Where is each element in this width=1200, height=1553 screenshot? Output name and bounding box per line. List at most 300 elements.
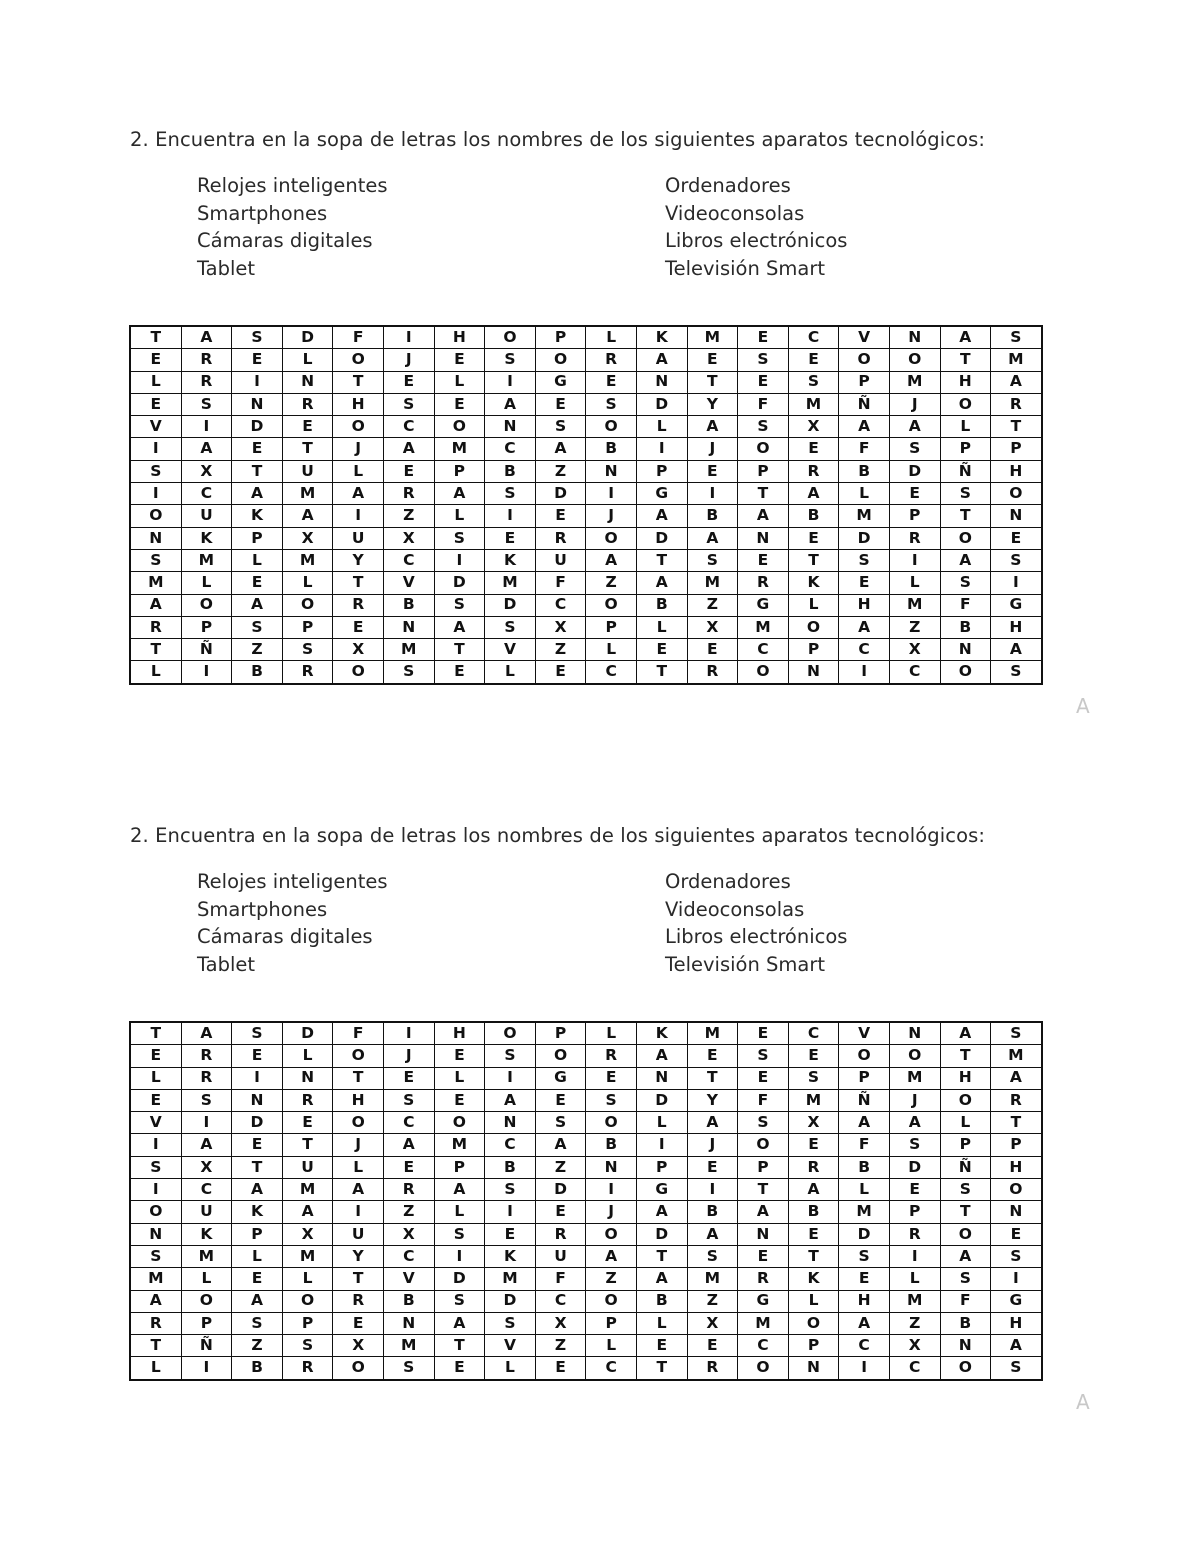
grid-row xyxy=(130,572,1042,594)
grid-cell: I xyxy=(485,505,536,527)
grid-cell: H xyxy=(839,1290,890,1312)
grid-cell: A xyxy=(687,416,738,438)
grid-cell: T xyxy=(232,460,283,482)
grid-cell: T xyxy=(991,1112,1042,1134)
grid-row xyxy=(130,1067,1042,1089)
grid-cell: I xyxy=(383,1022,434,1045)
grid-cell: L xyxy=(130,1357,181,1380)
grid-cell: T xyxy=(940,349,991,371)
grid-cell: S xyxy=(940,1268,991,1290)
grid-cell: O xyxy=(434,416,485,438)
grid-row xyxy=(130,1201,1042,1223)
grid-row xyxy=(130,1290,1042,1312)
grid-cell: D xyxy=(839,1223,890,1245)
grid-cell: P xyxy=(586,616,637,638)
grid-cell: S xyxy=(738,416,789,438)
grid-cell: A xyxy=(889,1112,940,1134)
grid-cell: R xyxy=(181,1045,232,1067)
grid-cell: D xyxy=(535,483,586,505)
grid-cell: R xyxy=(535,1223,586,1245)
grid-cell: N xyxy=(889,326,940,349)
grid-cell: R xyxy=(586,1045,637,1067)
grid-cell: S xyxy=(788,1067,839,1089)
grid-cell: M xyxy=(434,1134,485,1156)
grid-cell: U xyxy=(282,460,333,482)
grid-cell: S xyxy=(991,1245,1042,1267)
grid-cell: T xyxy=(738,483,789,505)
grid-cell: F xyxy=(738,393,789,415)
grid-cell: L xyxy=(282,349,333,371)
grid-cell: S xyxy=(991,1022,1042,1045)
grid-cell: N xyxy=(940,639,991,661)
grid-cell: O xyxy=(333,349,384,371)
grid-cell: T xyxy=(687,1067,738,1089)
grid-cell: L xyxy=(940,1112,991,1134)
grid-cell: B xyxy=(940,1312,991,1334)
grid-cell: H xyxy=(940,1067,991,1089)
grid-cell: E xyxy=(687,1335,738,1357)
grid-cell: M xyxy=(434,438,485,460)
grid-cell: E xyxy=(991,527,1042,549)
grid-cell: D xyxy=(232,1112,283,1134)
grid-cell: E xyxy=(434,393,485,415)
grid-cell: H xyxy=(991,616,1042,638)
grid-cell: N xyxy=(586,1156,637,1178)
grid-cell: L xyxy=(839,483,890,505)
grid-cell: X xyxy=(535,1312,586,1334)
grid-cell: S xyxy=(130,460,181,482)
grid-cell: E xyxy=(687,1156,738,1178)
grid-cell: P xyxy=(232,527,283,549)
grid-row xyxy=(130,1134,1042,1156)
grid-cell: P xyxy=(991,438,1042,460)
grid-cell: X xyxy=(181,1156,232,1178)
margin-mark: A xyxy=(1076,694,1090,718)
grid-cell: R xyxy=(788,1156,839,1178)
grid-cell: A xyxy=(181,326,232,349)
grid-cell: C xyxy=(181,1179,232,1201)
grid-cell: I xyxy=(991,572,1042,594)
grid-cell: L xyxy=(232,1245,283,1267)
grid-cell: S xyxy=(232,616,283,638)
grid-cell: R xyxy=(586,349,637,371)
grid-cell: Z xyxy=(687,1290,738,1312)
grid-cell: N xyxy=(282,371,333,393)
grid-cell: C xyxy=(788,1022,839,1045)
word-list-item: Ordenadores xyxy=(665,174,791,197)
grid-cell: E xyxy=(232,572,283,594)
grid-cell: E xyxy=(434,661,485,684)
grid-cell: G xyxy=(535,1067,586,1089)
instruction-text: 2. Encuentra en la sopa de letras los nombres de los siguientes aparatos tecnológicos: xyxy=(130,128,986,151)
grid-cell: G xyxy=(738,594,789,616)
grid-cell: X xyxy=(282,1223,333,1245)
grid-cell: C xyxy=(586,1357,637,1380)
grid-cell: F xyxy=(839,1134,890,1156)
grid-cell: K xyxy=(485,1245,536,1267)
grid-cell: F xyxy=(839,438,890,460)
grid-cell: E xyxy=(839,1268,890,1290)
grid-cell: R xyxy=(889,1223,940,1245)
grid-cell: Ñ xyxy=(839,393,890,415)
grid-cell: R xyxy=(991,1089,1042,1111)
grid-cell: R xyxy=(788,460,839,482)
word-list-left xyxy=(197,172,388,282)
grid-cell: I xyxy=(636,438,687,460)
grid-cell: U xyxy=(333,1223,384,1245)
grid-cell: X xyxy=(889,639,940,661)
grid-cell: M xyxy=(687,1022,738,1045)
grid-cell: N xyxy=(991,1201,1042,1223)
grid-cell: B xyxy=(383,1290,434,1312)
grid-row xyxy=(130,1312,1042,1334)
grid-cell: D xyxy=(636,1223,687,1245)
grid-cell: A xyxy=(991,1335,1042,1357)
grid-cell: E xyxy=(485,1223,536,1245)
grid-cell: B xyxy=(485,460,536,482)
grid-cell: R xyxy=(282,393,333,415)
grid-cell: A xyxy=(333,483,384,505)
grid-cell: I xyxy=(383,326,434,349)
grid-cell: E xyxy=(788,349,839,371)
grid-cell: S xyxy=(940,1179,991,1201)
grid-cell: M xyxy=(282,1179,333,1201)
grid-cell: R xyxy=(282,661,333,684)
grid-row xyxy=(130,483,1042,505)
grid-cell: L xyxy=(434,1201,485,1223)
grid-cell: Ñ xyxy=(940,460,991,482)
grid-cell: E xyxy=(535,1201,586,1223)
grid-cell: M xyxy=(889,371,940,393)
grid-row xyxy=(130,549,1042,571)
grid-row xyxy=(130,1357,1042,1380)
grid-cell: D xyxy=(889,460,940,482)
grid-cell: L xyxy=(333,460,384,482)
grid-cell: B xyxy=(839,1156,890,1178)
grid-cell: Ñ xyxy=(940,1156,991,1178)
word-list-item: Relojes inteligentes xyxy=(197,174,388,197)
grid-cell: C xyxy=(839,1335,890,1357)
grid-cell: Z xyxy=(232,639,283,661)
grid-cell: I xyxy=(687,483,738,505)
grid-cell: O xyxy=(181,594,232,616)
grid-cell: I xyxy=(333,1201,384,1223)
grid-cell: G xyxy=(636,483,687,505)
grid-cell: I xyxy=(485,1201,536,1223)
grid-cell: L xyxy=(788,1290,839,1312)
grid-cell: O xyxy=(586,1112,637,1134)
grid-cell: N xyxy=(940,1335,991,1357)
grid-cell: O xyxy=(130,1201,181,1223)
word-list-left xyxy=(197,868,388,978)
grid-cell: M xyxy=(130,1268,181,1290)
grid-cell: S xyxy=(485,349,536,371)
grid-cell: P xyxy=(181,616,232,638)
grid-cell: E xyxy=(232,438,283,460)
grid-cell: R xyxy=(130,1312,181,1334)
grid-row xyxy=(130,393,1042,415)
grid-cell: B xyxy=(687,505,738,527)
grid-cell: T xyxy=(434,1335,485,1357)
grid-cell: A xyxy=(940,1022,991,1045)
grid-cell: I xyxy=(586,1179,637,1201)
grid-cell: N xyxy=(738,1223,789,1245)
grid-cell: E xyxy=(333,1312,384,1334)
grid-cell: F xyxy=(535,1268,586,1290)
grid-cell: A xyxy=(383,438,434,460)
grid-cell: I xyxy=(130,438,181,460)
grid-cell: S xyxy=(383,1089,434,1111)
grid-cell: F xyxy=(333,1022,384,1045)
grid-cell: D xyxy=(636,393,687,415)
grid-cell: A xyxy=(839,416,890,438)
grid-cell: O xyxy=(333,1045,384,1067)
grid-cell: E xyxy=(535,393,586,415)
word-list-item: Smartphones xyxy=(197,897,328,921)
grid-cell: A xyxy=(434,1179,485,1201)
grid-cell: A xyxy=(232,1290,283,1312)
grid-cell: G xyxy=(535,371,586,393)
grid-cell: M xyxy=(383,639,434,661)
grid-cell: P xyxy=(889,505,940,527)
grid-cell: B xyxy=(232,661,283,684)
grid-cell: S xyxy=(130,1156,181,1178)
grid-cell: E xyxy=(232,349,283,371)
grid-cell: K xyxy=(636,326,687,349)
grid-cell: A xyxy=(434,483,485,505)
grid-cell: E xyxy=(687,1045,738,1067)
grid-cell: A xyxy=(636,572,687,594)
grid-cell: O xyxy=(282,594,333,616)
word-list-right xyxy=(665,868,847,978)
grid-cell: S xyxy=(991,549,1042,571)
grid-cell: A xyxy=(991,639,1042,661)
grid-cell: E xyxy=(738,326,789,349)
grid-cell: O xyxy=(889,349,940,371)
grid-row xyxy=(130,1268,1042,1290)
grid-cell: Y xyxy=(333,1245,384,1267)
grid-cell: A xyxy=(282,1201,333,1223)
grid-cell: P xyxy=(940,438,991,460)
grid-row xyxy=(130,505,1042,527)
grid-cell: A xyxy=(839,1112,890,1134)
grid-cell: N xyxy=(130,527,181,549)
grid-cell: N xyxy=(636,1067,687,1089)
grid-cell: S xyxy=(485,1179,536,1201)
grid-cell: B xyxy=(485,1156,536,1178)
word-search-grid xyxy=(129,325,1043,685)
grid-cell: A xyxy=(636,349,687,371)
grid-cell: I xyxy=(485,371,536,393)
grid-cell: A xyxy=(687,527,738,549)
grid-cell: S xyxy=(485,1045,536,1067)
grid-cell: Y xyxy=(333,549,384,571)
grid-cell: T xyxy=(130,1335,181,1357)
grid-cell: O xyxy=(839,349,890,371)
grid-cell: Z xyxy=(586,1268,637,1290)
grid-cell: H xyxy=(434,1022,485,1045)
grid-cell: T xyxy=(636,1357,687,1380)
grid-cell: S xyxy=(485,1312,536,1334)
grid-cell: S xyxy=(839,1245,890,1267)
grid-cell: C xyxy=(738,639,789,661)
grid-cell: E xyxy=(434,1357,485,1380)
grid-cell: M xyxy=(889,1290,940,1312)
grid-cell: S xyxy=(434,527,485,549)
grid-cell: H xyxy=(991,460,1042,482)
grid-row xyxy=(130,1179,1042,1201)
grid-row xyxy=(130,527,1042,549)
grid-cell: N xyxy=(232,393,283,415)
grid-cell: P xyxy=(788,1335,839,1357)
grid-cell: I xyxy=(636,1134,687,1156)
grid-cell: R xyxy=(383,483,434,505)
grid-cell: U xyxy=(333,527,384,549)
grid-cell: T xyxy=(282,438,333,460)
grid-cell: C xyxy=(383,549,434,571)
grid-cell: E xyxy=(586,1067,637,1089)
grid-row xyxy=(130,416,1042,438)
grid-cell: A xyxy=(991,371,1042,393)
grid-row xyxy=(130,1045,1042,1067)
grid-cell: A xyxy=(535,438,586,460)
grid-cell: S xyxy=(687,549,738,571)
grid-cell: S xyxy=(738,1045,789,1067)
grid-cell: C xyxy=(485,438,536,460)
grid-cell: O xyxy=(434,1112,485,1134)
grid-cell: O xyxy=(333,1357,384,1380)
grid-cell: C xyxy=(535,1290,586,1312)
grid-cell: E xyxy=(991,1223,1042,1245)
grid-cell: E xyxy=(788,1223,839,1245)
grid-cell: L xyxy=(889,572,940,594)
grid-row xyxy=(130,1112,1042,1134)
word-list-item: Cámaras digitales xyxy=(197,925,373,948)
grid-cell: E xyxy=(535,1089,586,1111)
grid-cell: A xyxy=(232,483,283,505)
grid-row xyxy=(130,326,1042,349)
grid-cell: S xyxy=(434,1223,485,1245)
grid-cell: S xyxy=(383,1357,434,1380)
grid-cell: L xyxy=(282,1045,333,1067)
grid-cell: S xyxy=(535,1112,586,1134)
grid-cell: D xyxy=(636,527,687,549)
word-list-item: Televisión Smart xyxy=(665,256,826,280)
grid-cell: O xyxy=(738,1357,789,1380)
grid-cell: Z xyxy=(889,1312,940,1334)
grid-cell: A xyxy=(232,1179,283,1201)
grid-cell: E xyxy=(130,1045,181,1067)
grid-cell: S xyxy=(485,483,536,505)
grid-cell: E xyxy=(738,1067,789,1089)
grid-cell: B xyxy=(940,616,991,638)
grid-cell: S xyxy=(181,1089,232,1111)
grid-cell: R xyxy=(991,393,1042,415)
grid-cell: J xyxy=(687,1134,738,1156)
grid-cell: E xyxy=(535,505,586,527)
grid-cell: S xyxy=(232,1312,283,1334)
grid-cell: B xyxy=(687,1201,738,1223)
grid-cell: L xyxy=(940,416,991,438)
grid-cell: C xyxy=(485,1134,536,1156)
grid-cell: M xyxy=(383,1335,434,1357)
grid-cell: V xyxy=(130,416,181,438)
grid-cell: U xyxy=(181,505,232,527)
grid-cell: B xyxy=(788,505,839,527)
grid-cell: R xyxy=(687,661,738,684)
grid-cell: R xyxy=(535,527,586,549)
grid-cell: A xyxy=(940,549,991,571)
grid-cell: I xyxy=(889,1245,940,1267)
instruction-text: 2. Encuentra en la sopa de letras los nombres de los siguientes aparatos tecnológicos: xyxy=(130,824,986,847)
grid-cell: V xyxy=(383,1268,434,1290)
grid-cell: J xyxy=(333,438,384,460)
grid-cell: X xyxy=(889,1335,940,1357)
grid-cell: O xyxy=(586,594,637,616)
grid-cell: N xyxy=(738,527,789,549)
grid-cell: Z xyxy=(889,616,940,638)
grid-cell: U xyxy=(181,1201,232,1223)
grid-cell: Z xyxy=(232,1335,283,1357)
grid-cell: P xyxy=(839,1067,890,1089)
grid-cell: H xyxy=(434,326,485,349)
grid-cell: V xyxy=(485,1335,536,1357)
word-list-item: Ordenadores xyxy=(665,870,791,893)
grid-cell: A xyxy=(687,1223,738,1245)
grid-cell: B xyxy=(232,1357,283,1380)
grid-cell: U xyxy=(535,549,586,571)
grid-cell: A xyxy=(485,393,536,415)
grid-cell: L xyxy=(181,1268,232,1290)
grid-cell: E xyxy=(383,1156,434,1178)
grid-cell: T xyxy=(738,1179,789,1201)
grid-cell: K xyxy=(636,1022,687,1045)
grid-cell: O xyxy=(485,326,536,349)
grid-cell: O xyxy=(485,1022,536,1045)
grid-cell: G xyxy=(991,1290,1042,1312)
grid-cell: R xyxy=(738,1268,789,1290)
grid-row xyxy=(130,639,1042,661)
grid-cell: O xyxy=(333,416,384,438)
grid-cell: O xyxy=(535,1045,586,1067)
grid-cell: Y xyxy=(687,393,738,415)
grid-cell: G xyxy=(636,1179,687,1201)
grid-cell: E xyxy=(434,349,485,371)
grid-cell: T xyxy=(788,549,839,571)
grid-cell: X xyxy=(383,1223,434,1245)
grid-cell: A xyxy=(232,594,283,616)
grid-cell: H xyxy=(333,1089,384,1111)
grid-cell: S xyxy=(282,1335,333,1357)
grid-cell: E xyxy=(687,639,738,661)
grid-cell: Z xyxy=(687,594,738,616)
grid-cell: A xyxy=(788,483,839,505)
grid-cell: I xyxy=(130,483,181,505)
grid-cell: B xyxy=(839,460,890,482)
grid-cell: A xyxy=(889,416,940,438)
grid-cell: P xyxy=(839,371,890,393)
grid-row xyxy=(130,1156,1042,1178)
grid-cell: A xyxy=(181,438,232,460)
grid-cell: T xyxy=(940,1045,991,1067)
grid-cell: M xyxy=(687,1268,738,1290)
grid-cell: M xyxy=(181,549,232,571)
margin-mark: A xyxy=(1076,1390,1090,1414)
grid-cell: D xyxy=(232,416,283,438)
grid-cell: A xyxy=(181,1022,232,1045)
grid-cell: K xyxy=(232,505,283,527)
grid-cell: S xyxy=(383,393,434,415)
